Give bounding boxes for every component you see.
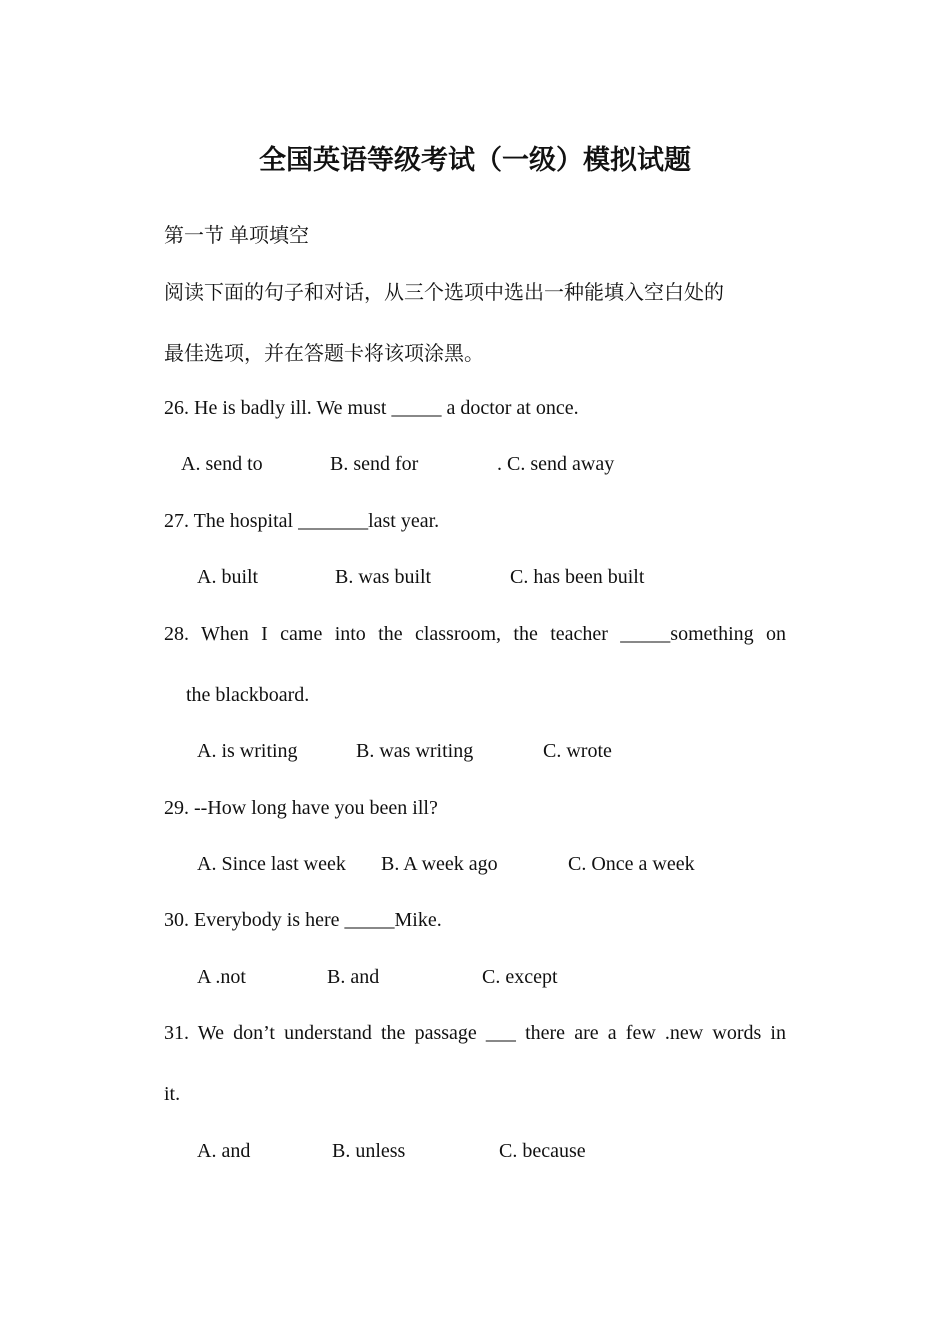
section-heading: 第一节 单项填空	[164, 225, 309, 247]
question-31-option-c: C. because	[499, 1140, 586, 1162]
question-27-option-a: A. built	[197, 566, 259, 588]
question-31-option-a: A. and	[197, 1140, 251, 1162]
question-31-stem-line-2: it.	[164, 1083, 181, 1105]
question-27-stem: 27. The hospital _______last year.	[164, 510, 440, 532]
question-29-option-a: A. Since last week	[197, 853, 346, 875]
question-28-option-c: C. wrote	[543, 740, 612, 762]
question-30-option-b: B. and	[327, 966, 380, 988]
question-28-option-b: B. was writing	[356, 740, 474, 762]
question-28-option-a: A. is writing	[197, 740, 298, 762]
question-30-option-c: C. except	[482, 966, 558, 988]
instructions-line-2: 最佳选项，并在答题卡将该项涂黑。	[164, 343, 484, 365]
question-30-option-a: A .not	[197, 966, 246, 988]
question-29-stem: 29. --How long have you been ill?	[164, 797, 438, 819]
question-28-stem-line-1: 28. When I came into the classroom, the teacher _____something on	[164, 623, 786, 645]
question-30-stem: 30. Everybody is here _____Mike.	[164, 909, 442, 931]
question-26-option-a: A. send to	[181, 453, 263, 475]
question-31-option-b: B. unless	[332, 1140, 406, 1162]
question-27-option-b: B. was built	[335, 566, 432, 588]
question-29-option-c: C. Once a week	[568, 853, 695, 875]
question-29-option-b: B. A week ago	[381, 853, 498, 875]
question-26-stem: 26. He is badly ill. We must _____ a doctor at once.	[164, 397, 579, 419]
question-28-stem-line-2: the blackboard.	[186, 684, 310, 706]
question-27-option-c: C. has been built	[510, 566, 645, 588]
instructions-line-1: 阅读下面的句子和对话，从三个选项中选出一种能填入空白处的	[164, 282, 724, 304]
question-31-stem-line-1: 31. We don’t understand the passage ___ there are a few .new words in	[164, 1022, 786, 1044]
page-title: 全国英语等级考试（一级）模拟试题	[259, 145, 691, 175]
question-26-option-c: . C. send away	[497, 453, 615, 475]
question-26-option-b: B. send for	[330, 453, 419, 475]
